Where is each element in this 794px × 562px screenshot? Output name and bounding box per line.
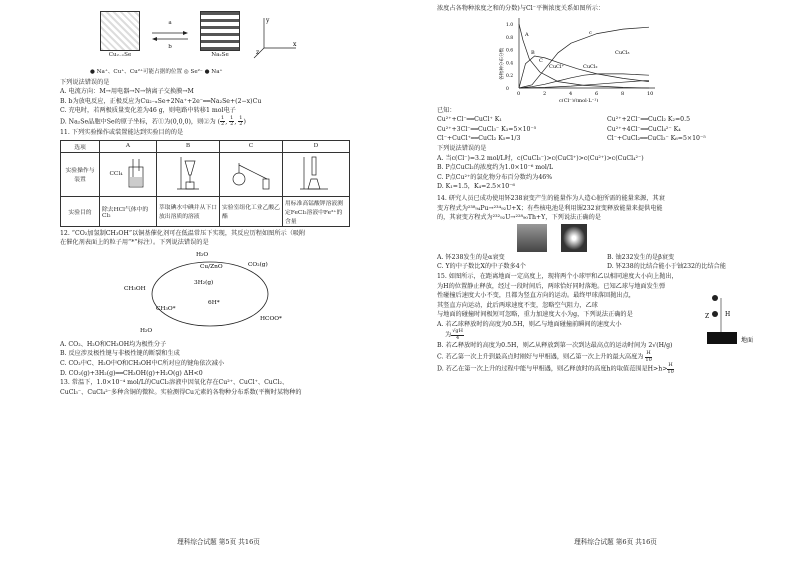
fig12-h2o-top: H₂O [196,251,209,258]
q15-label-ground: 地面 [741,336,754,344]
y-tick-label: 1.0 [506,22,514,28]
axes-icon [250,12,300,60]
page-footer-left: 理科综合试题 第5页 共16页 [177,538,260,546]
heart-device-photo [517,224,547,252]
q12-option-c: C. CO₂中C、H₂O中O和CH₃OH中C所对应的键角依次减小 [60,359,225,367]
q15-option-a: A. 若乙球释放时的高度为0.5H，则乙与地面碰撞前瞬间的速度大小 [437,320,622,328]
q15-option-d: D. 若乙在第一次上升的过程中能与甲相遇，则乙释放时的高度h的取值范围是H>h> $\frac{H}{10}$ [437,362,674,375]
q15-block [437,272,774,375]
q10-line-0: 下列说法错误的是 [60,78,110,86]
reversible-arrow-icon [150,29,190,43]
table-cell: 萃取碘水中碘并从下口放出溶质的溶液 [157,196,220,226]
q12-option-b: B. 反应涉及极性键与非极性键的断裂和生成 [60,350,180,358]
q15-line-2: 性碰撞后速度大小不变，且都为竖直方向的运动。最终甲球落回抛出点， [437,292,635,300]
series-label: CuCl⁺ [549,63,565,70]
table-row-label: 实验目的 [61,196,100,226]
y-tick-label: 0.2 [506,73,514,79]
arrow-b-label: b [168,44,172,50]
gas-washing-bottle-icon [125,159,147,189]
fig12-co2: CO₂(g) [248,261,268,268]
fig12-h2o: H₂O [140,327,153,334]
q13-intro: 浓度占各物种浓度之和的分数)与Cl⁻平衡浓度关系如图所示： [437,5,605,12]
q15-option-b: B. 若乙释放时的高度为0.5H，则乙从释放到第一次到达最高点的运动时间为 2√(H/g) [437,342,673,350]
q14-option-b: B. 铀232发生的是β衰变 [607,253,675,261]
series-label: c [589,29,592,36]
point-label: A [525,31,529,38]
fig10 [100,4,383,68]
table-header-cell: B [157,140,220,152]
series-label: CuCl₃ [615,49,630,56]
table-row-label: 实验操作与装置 [61,152,100,196]
q10-line-1: A. 电流方向：M→用电器→N→钠离子交换膜→M [60,88,194,96]
q15-label-z: Z [705,312,710,320]
q10-line-3: C. 充电时，若两极质量变化差为46 g，则电路中转移1 mol电子 [60,107,236,115]
q15-option-c: C. 若乙第一次上升到最高点时刚好与甲相遇，则乙第一次上升的最大高度为 $\frac{H}{10}$ [437,350,652,363]
q14-option-a: A. 钚238发生的是α衰变 [437,253,505,261]
fig10-label-left: Cu₂₋ₓSe [108,52,132,59]
q13-option-d: D. K₁=1.5，K₄=2.5×10⁻⁶ [437,183,515,191]
known-label: 已知： [437,106,456,114]
q15-line-0: 15. 如图所示，在距离地面一定高度上，现将两个小球甲和乙以相同速度大小向上抛出， [437,272,678,280]
q10-line-4: D. Na₂Se晶胞中Se的原子坐标，若①为(0,0,0)，则②为 ( $\frac{1}{2}$ , $\frac{1}{2}$ , $\frac{1}{2}$ ) [60,114,246,128]
cu2xse-cell-figure [100,11,140,51]
table-header-cell: C [220,140,283,152]
apparatus-a-label: CCl₄ [109,171,123,178]
q12-option-a: A. CO₂、H₂O和CH₃OH均为极性分子 [60,340,167,348]
q14-options-row-2 [437,262,774,272]
point-label: C [539,57,543,64]
fig12-ch3o-star: CH₃O* [156,305,176,312]
q13-line-1: CuCl₃⁻、CuCl₄²⁻多种含铜的微粒。实验测得Cu元素的各物种分布系数(平衡时某物种的 [60,388,302,396]
table-header-cell: 选项 [61,140,100,152]
x-tick-label: 8 [621,90,625,97]
q10-option-d: D. Na₂Se晶胞中Se的原子坐标，若①为(0,0,0)，则②为 [60,118,216,126]
q13-option-b: B. P点CuCl₂的浓度约为1.0×10⁻⁶ mol/L [437,164,554,172]
fig12-6h: 6H* [208,299,220,306]
q15-line-1: 为H的位置静止释放，经过一段时间后，两球恰好同时落地。已知乙球与地面发生弹 [437,282,666,290]
y-tick-label: 0 [506,86,509,92]
coord-frac-2: $\frac{1}{2}$ [230,114,234,128]
q14-line-1: 变方程式为²³⁸₉₄Pu→²³⁴₉₂U+X；有些核电池是利用镅232衰变释放能量来提供电能 [437,204,663,212]
table-cell: 除去HCl气体中的Cl₂ [100,196,157,226]
fig12-h2: 3H₂(g) [194,279,214,286]
y-axis-label: 各物种分布分数 [500,47,505,80]
table-header-row [61,140,350,152]
x-tick-label: 0 [517,90,521,97]
table-row [61,196,350,226]
fig12-ch3oh: CH₃OH [124,285,146,292]
q15-label-h: H [725,310,731,318]
apparatus-b [157,152,220,196]
q14-options-row-1 [437,253,774,263]
fig12-catalyst: Cu/ZnO [200,263,223,270]
q15-a-answer: 为 $\frac{√gH}{4}$ [445,328,463,341]
q12-line-1: 在催化剂表面上的粒子用“*”标注）。下列说法错误的是 [60,239,209,247]
q10-line-2: B. b为放电反应，正极反应为Cu₂₋ₓSe+2Na⁺+2e⁻══Na₂Se+(2−x)Cu [60,97,262,105]
equation: Cl⁻+CuCl⁺══CuCl₂ K₅=1/3 [437,135,521,143]
x-tick-label: 10 [647,90,654,97]
apparatus-a [100,152,157,196]
distribution-chart [497,14,667,102]
equation: Cu²⁺+Cl⁻══CuCl⁺ K₁ [437,116,502,124]
axis-z-label: z [256,49,260,56]
table-cell: 实验室组化工业乙酸乙酯 [220,196,283,226]
series-line [519,73,649,87]
axis-x-label: x [293,41,297,48]
q11-stem: 11. 下列实验操作或装置能达到实验目的的是 [60,128,184,136]
table-row [61,152,350,196]
table-cell: 用标准高锰酸钾溶液测定FeCl₂溶液中Fe²⁺的含量 [283,196,350,226]
eq-row [437,125,774,135]
x-axis-label: c(Cl⁻)/(mol·L⁻¹) [559,97,599,102]
q15-line-4: 与地面的碰撞时间极短可忽略，重力加速度大小为g，下列说法正确的是 [437,311,633,319]
x-tick-label: 2 [543,90,547,97]
q13-line-0: 13. 常温下，1.0×10⁻⁴ mol/L的CuCl₂溶液中因氧化存在Cu²⁺、CuCl⁺、CuCl₂、 [60,379,289,387]
q14-line-2: 的，其衰变方程式为²³²₉₂U→²²⁸₉₀Th+Y，下列说法正确的是 [437,214,601,222]
x-tick-label: 6 [595,90,599,97]
equation: Cu²⁺+4Cl⁻══CuCl₄²⁻ K₄ [607,125,681,133]
apparatus-c [220,152,283,196]
series-line [519,80,649,88]
q14-line-0: 14. 研究人员已成功使用钚238衰变产生的能量作为人造心脏所需的能量来源，其衰 [437,194,665,202]
series-label: CuCl₂ [583,63,598,70]
apparatus-d [283,152,350,196]
page-footer-right: 理科综合试题 第6页 共16页 [574,538,657,546]
q12-option-d: D. CO₂(g)+3H₂(g)══CH₃OH(g)+H₂O(g) ΔH<0 [60,369,203,377]
q13-line: 下列说法错误的是 [437,144,487,152]
fig12-hcoo: HCOO* [260,315,282,322]
axis-y-label: y [266,17,270,24]
table-header-cell: D [283,140,350,152]
q14-option-d: D. 钚238的比结合能小于铀232的比结合能 [607,263,726,271]
right-page [397,0,794,562]
series-line [519,24,649,88]
arrow-a-label: a [168,20,172,27]
q14-option-c: C. Y的中子数比X的中子数多4个 [437,263,526,271]
q12-line-0: 12. “CO₂加氢制CH₃OH”以铜基催化剂可在低温常压下实现，其反应历程如图所示（吸附 [60,229,306,237]
equation: Cu²⁺+3Cl⁻══CuCl₃⁻ K₃=5×10⁻⁵ [437,125,537,133]
coord-frac-3: $\frac{1}{2}$ [239,114,243,128]
q14-images [517,223,774,253]
equation: Cl⁻+CuCl₂══CuCl₃⁻ K₆=5×10⁻⁵ [607,135,706,143]
experiment-table [60,140,350,227]
q15-line-3: 其竖直方向运动，此后两球速度不变，忽略空气阻力，乙球 [437,301,598,309]
fig10-legend: ● Na⁺、Cu⁺、Cu²⁺可能占据的位置 ◎ Se²⁻ ● Na⁺ [90,69,223,75]
eq-row [437,134,774,144]
y-tick-label: 0.8 [506,35,514,41]
distillation-icon [229,155,273,191]
table-header-cell: A [100,140,157,152]
nuclear-battery-photo [561,224,587,252]
separatory-funnel-icon [173,155,203,191]
coord-frac-1: $\frac{1}{2}$ [221,114,225,128]
q13-option-a: A. 当c(Cl⁻)=3.2 mol/L时，c(CuCl₃⁻)>c(CuCl⁺)>c(Cu²⁺)>c(CuCl₄²⁻) [437,154,644,162]
eq-row [437,115,774,125]
y-tick-label: 0.6 [506,48,514,54]
q13-option-c: C. P点Cu²⁺的氯化物分布百分数约为46% [437,173,553,181]
reaction-cycle-diagram [100,248,330,336]
titration-icon [298,155,334,191]
x-tick-label: 4 [569,90,573,97]
y-tick-label: 0.4 [506,60,514,66]
drop-diagram [699,292,763,348]
point-label: B [531,49,535,56]
equation: Cu²⁺+2Cl⁻══CuCl₂ K₂=0.5 [607,116,691,124]
fig10-label-right: Na₂Se [211,52,229,59]
na2se-cell-figure [200,11,240,51]
